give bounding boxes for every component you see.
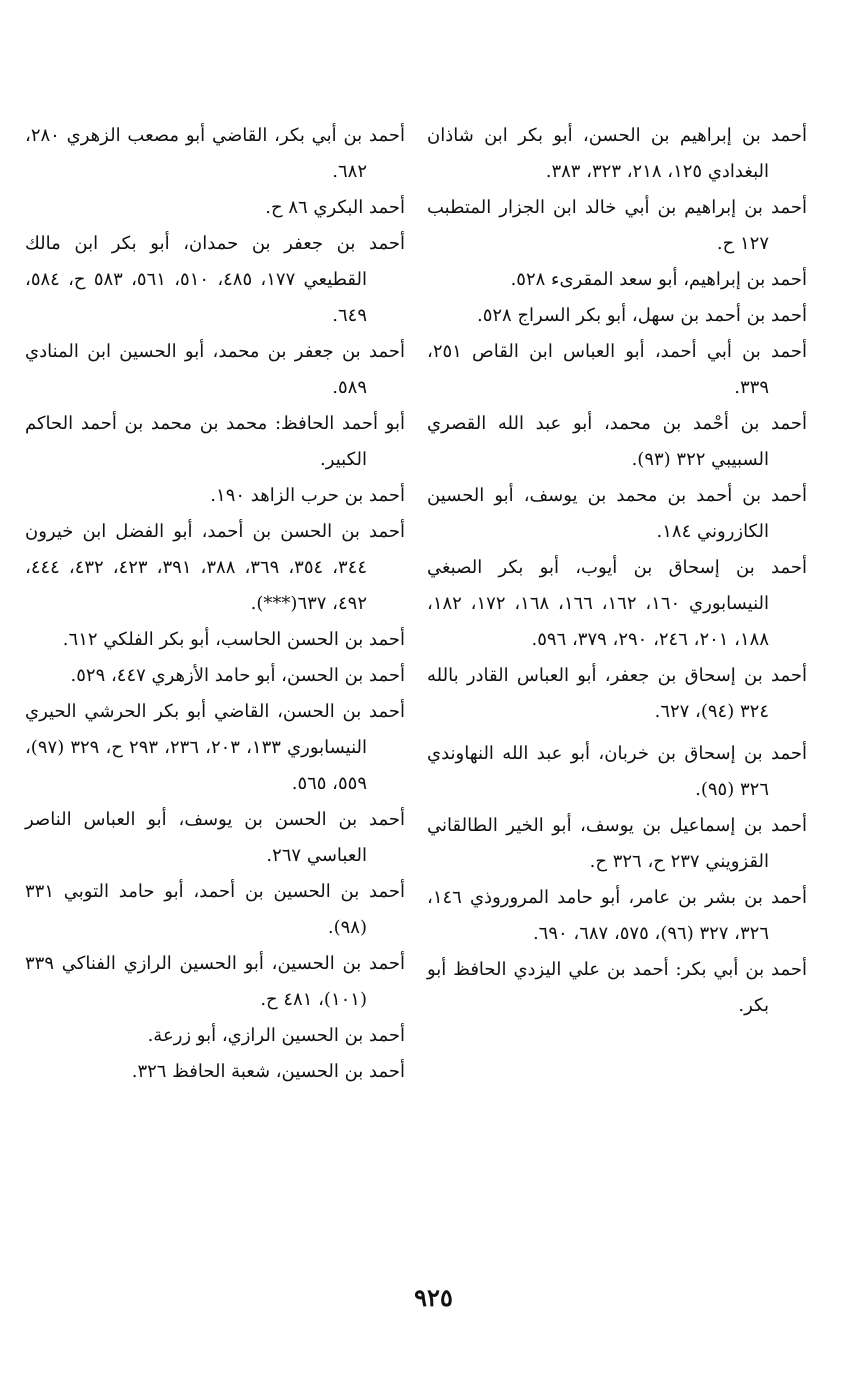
index-entry: أحمد بن الحسين، أبو الحسين الرازي الفناكي ٣٣٩ (١٠١)، ٤٨١ ح. bbox=[25, 953, 405, 1010]
index-entry: أحمد بن جعفر بن حمدان، أبو بكر ابن مالك القطيعي ١٧٧، ٤٨٥، ٥١٠، ٥٦١، ٥٨٣ ح، ٥٨٤، ٦٤٩. bbox=[25, 233, 405, 326]
index-column-left bbox=[25, 118, 405, 1090]
index-entry: أحمد بن إبراهيم بن الحسن، أبو بكر ابن شاذان البغدادي ١٢٥، ٢١٨، ٣٢٣، ٣٨٣. bbox=[427, 125, 807, 182]
index-entry: أحمد بن إسحاق بن جعفر، أبو العباس القادر بالله ٣٢٤ (٩٤)، ٦٢٧. bbox=[427, 665, 807, 722]
index-entry: أحمد بن الحسن، القاضي أبو بكر الحرشي الحيري النيسابوري ١٣٣، ٢٠٣، ٢٣٦، ٢٩٣ ح، ٣٢٩ (٩٧)، ٥٥٩، ٥٦٥. bbox=[25, 701, 405, 794]
index-entry: أبو أحمد الحافظ: محمد بن محمد بن أحمد الحاكم الكبير. bbox=[25, 413, 405, 470]
index-entry: أحمد بن الحسين الرازي، أبو زرعة. bbox=[147, 1025, 405, 1046]
index-entry: أحمد بن جعفر بن محمد، أبو الحسين ابن المنادي ٥٨٩. bbox=[25, 341, 405, 398]
index-entry: أحمد بن إسماعيل بن يوسف، أبو الخير الطالقاني القزويني ٢٣٧ ح، ٣٢٦ ح. bbox=[427, 815, 807, 872]
index-entry: أحمد بن حرب الزاهد ١٩٠. bbox=[210, 485, 405, 506]
index-entry: أحمد بن الحسين بن أحمد، أبو حامد التوبي ٣٣١ (٩٨). bbox=[25, 881, 405, 938]
index-entry: أحمد بن إبراهيم، أبو سعد المقرىء ٥٢٨. bbox=[510, 269, 807, 290]
index-column-right bbox=[427, 118, 807, 1024]
index-entry: أحمد بن أبي بكر، القاضي أبو مصعب الزهري ٢٨٠، ٦٨٢. bbox=[25, 125, 405, 182]
index-entry: أحمد بن أبي بكر: أحمد بن علي اليزدي الحافظ أبو بكر. bbox=[427, 959, 807, 1016]
index-entry: أحمد بن الحسن بن يوسف، أبو العباس الناصر العباسي ٢٦٧. bbox=[25, 809, 405, 866]
index-entry: أحمد بن بشر بن عامر، أبو حامد المروروذي ١٤٦، ٣٢٦، ٣٢٧ (٩٦)، ٥٧٥، ٦٨٧، ٦٩٠. bbox=[427, 887, 807, 944]
index-entry: أحمد بن الحسن بن أحمد، أبو الفضل ابن خيرون ٣٤٤، ٣٥٤، ٣٦٩، ٣٨٨، ٣٩١، ٤٢٣، ٤٣٢، ٤٤٤، ٤٩٢، ٦٣٧(***). bbox=[25, 521, 405, 614]
index-entry: أحمد بن أبي أحمد، أبو العباس ابن القاص ٢٥١، ٣٣٩. bbox=[427, 341, 807, 398]
index-entry: أحمد بن أحمد بن سهل، أبو بكر السراج ٥٢٨. bbox=[476, 305, 807, 326]
index-entry: أحمد بن الحسن الحاسب، أبو بكر الفلكي ٦١٢. bbox=[62, 629, 405, 650]
index-entry: أحمد بن الحسين، شعبة الحافظ ٣٢٦. bbox=[131, 1061, 405, 1082]
index-entry: أحمد بن الحسن، أبو حامد الأزهري ٤٤٧، ٥٢٩. bbox=[70, 665, 405, 686]
index-entry: أحمد البكري ٨٦ ح. bbox=[265, 197, 405, 218]
index-entry: أحمد بن إسحاق بن أيوب، أبو بكر الصبغي النيسابوري ١٦٠، ١٦٢، ١٦٦، ١٦٨، ١٧٢، ١٨٢، ١٨٨، ٢٠١، ٢٤٦، ٢٩٠، ٣٧٩، ٥٩٦. bbox=[427, 557, 807, 650]
index-entry: أحمد بن أحمد بن محمد بن يوسف، أبو الحسين الكازروني ١٨٤. bbox=[427, 485, 807, 542]
index-entry: أحمد بن أحْمد بن محمد، أبو عبد الله القصري السبيبي ٣٢٢ (٩٣). bbox=[427, 413, 807, 470]
index-entry: أحمد بن إبراهيم بن أبي خالد ابن الجزار المتطبب ١٢٧ ح. bbox=[427, 197, 807, 254]
page-number: ٩٢٥ bbox=[414, 1283, 453, 1312]
index-entry: أحمد بن إسحاق بن خربان، أبو عبد الله النهاوندي ٣٢٦ (٩٥). bbox=[427, 743, 807, 800]
